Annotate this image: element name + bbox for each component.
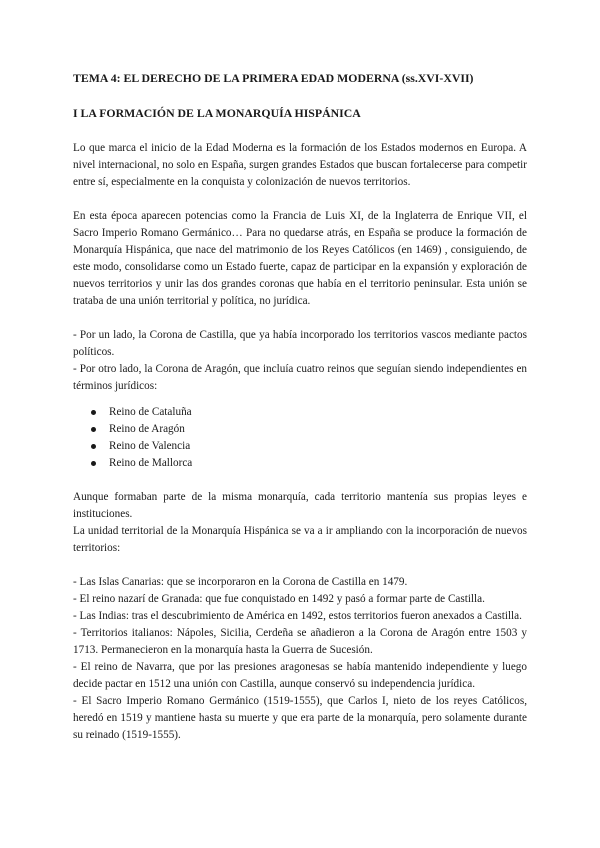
list-item-castilla: - Por un lado, la Corona de Castilla, que ya había incorporado los territorios vascos mediante pactos políticos.	[73, 329, 527, 358]
territory-item: - Las Indias: tras el descubrimiento de América en 1492, estos territorios fueron anexados a Castilla.	[73, 610, 522, 622]
paragraph-expansion: La unidad territorial de la Monarquía Hispánica se va a ir ampliando con la incorporación de nuevos territorios:	[73, 525, 527, 554]
list-item: Reino de Mallorca	[91, 455, 527, 472]
paragraph-laws: Aunque formaban parte de la misma monarquía, cada territorio mantenía sus propias leyes e instituciones.	[73, 491, 527, 520]
territory-item: - Las Islas Canarias: que se incorporaron en la Corona de Castilla en 1479.	[73, 576, 408, 588]
territory-item: - Territorios italianos: Nápoles, Sicilia, Cerdeña se añadieron a la Corona de Aragón entre 1503 y 1713. Permanecieron en la monarquía hasta la Guerra de Sucesión.	[73, 627, 527, 656]
list-item: Reino de Aragón	[91, 421, 527, 438]
bullet-icon	[91, 444, 96, 449]
territory-item: - El reino nazarí de Granada: que fue conquistado en 1492 y pasó a formar parte de Castilla.	[73, 593, 485, 605]
bullet-icon	[91, 427, 96, 432]
list-item-aragon: - Por otro lado, la Corona de Aragón, que incluía cuatro reinos que seguían siendo independientes en términos jurídicos:	[73, 363, 527, 392]
document-page	[73, 70, 527, 744]
territory-item: - El reino de Navarra, que por las presiones aragonesas se había mantenido independiente y luego decide pactar en 1512 una unión con Castilla, aunque conservó su independencia jurídica.	[73, 661, 527, 690]
paragraph-intro: Lo que marca el inicio de la Edad Moderna es la formación de los Estados modernos en Europa. A nivel internacional, no solo en España, surgen grandes Estados que buscan fortalecerse para competir entre sí, especialmente en la conquista y colonización de nuevos territorios.	[73, 142, 527, 188]
kingdoms-list	[73, 404, 527, 472]
list-item: Reino de Valencia	[91, 438, 527, 455]
document-title: TEMA 4: EL DERECHO DE LA PRIMERA EDAD MODERNA (ss.XVI-XVII)	[73, 71, 474, 85]
bullet-icon	[91, 461, 96, 466]
section-heading: I LA FORMACIÓN DE LA MONARQUÍA HISPÁNICA	[73, 106, 361, 120]
territory-item: - El Sacro Imperio Romano Germánico (1519-1555), que Carlos I, nieto de los reyes Católicos, heredó en 1519 y mantiene hasta su muerte y que era parte de la monarquía, pero solamente durante su reinado (1519-1555).	[73, 695, 527, 741]
list-item: Reino de Cataluña	[91, 404, 527, 421]
bullet-icon	[91, 410, 96, 415]
paragraph-powers: En esta época aparecen potencias como la Francia de Luis XI, de la Inglaterra de Enrique VII, el Sacro Imperio Romano Germánico… Para no quedarse atrás, en España se produce la formación de Monarquía Hispánica, que nace del matrimonio de los Reyes Católicos (en 1469) , consiguiendo, de este modo, consolidarse como un Estado fuerte, capaz de participar en la expansión y exploración de nuevos territorios y unir las dos grandes coronas que había en el territorio peninsular. Esta unión se trataba de una unión territorial y política, no jurídica.	[73, 210, 527, 307]
